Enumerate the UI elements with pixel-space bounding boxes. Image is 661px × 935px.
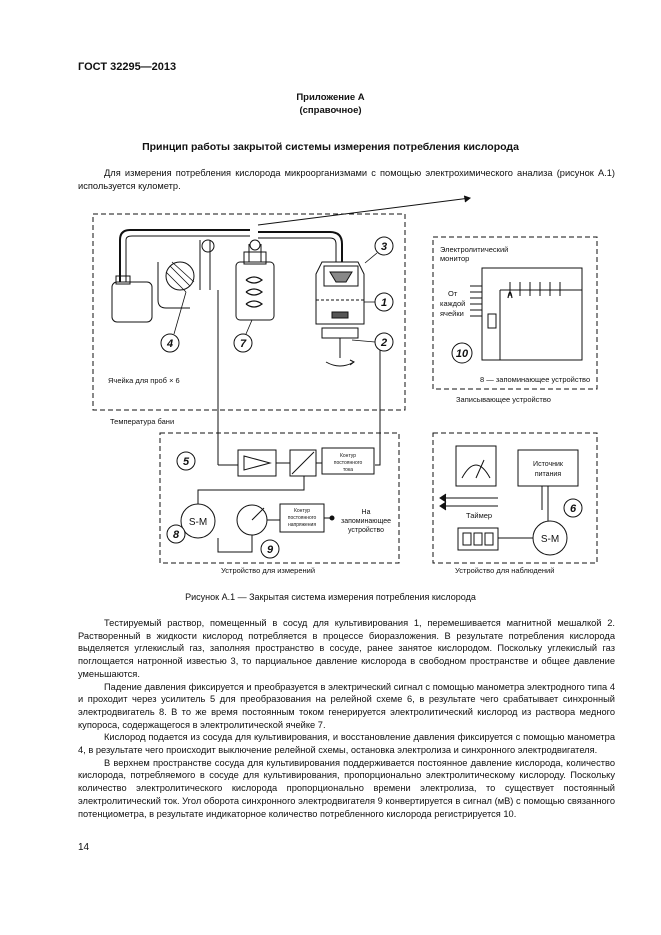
callout-8: 8 <box>172 529 180 541</box>
electrolytic-cell <box>236 262 274 320</box>
appendix-title: Приложение А <box>296 92 365 103</box>
intro-text: Для измерения потребления кислорода микроорганизмами с помощью электрохимического анализа (рисунок А.1) используется кулометр. <box>78 168 615 191</box>
timer-display <box>458 528 498 550</box>
callout-9: 9 <box>266 544 274 556</box>
appendix-subtitle: (справочное) <box>299 105 362 116</box>
callout-6: 6 <box>569 503 577 515</box>
source-line2: питания <box>534 471 562 478</box>
label-measure-caption: Устройство для измерений <box>221 566 316 575</box>
label-storage-inner: 8 — запоминающее устройство <box>480 375 591 384</box>
label-cell-samples: Ячейка для проб × 6 <box>108 376 180 385</box>
callout-5: 5 <box>182 456 190 468</box>
label-timer: Таймер <box>466 511 493 520</box>
dc-circuit-line3: тока <box>342 467 354 473</box>
body-text <box>78 617 615 820</box>
paragraph-4: В верхнем пространстве сосуда для культивирования поддерживается постоянное давление кислорода, количество кислорода, потребляемого в сосуде для культивирования, пропорционально электролитическому кислороду. Поскольку количество электролитического кислорода пропорционально времени электролиза, то существует постоянный электролитический ток. Угол оборота синхронного электродвигателя 9 конвертируется в сигнал (мВ) с помощью связанного потенциометра, в результате индикаторное количество потребленного кислорода регистрируется 10. <box>78 757 615 819</box>
to-storage-line1: На <box>361 509 371 516</box>
valve-junction <box>250 240 260 250</box>
callout-2: 2 <box>380 337 388 349</box>
dc-voltage-line3: напряжения <box>287 522 317 528</box>
dc-voltage-line1: Контур <box>293 508 311 514</box>
section-title: Принцип работы закрытой системы измерения потребления кислорода <box>142 141 519 153</box>
label-observe-caption: Устройство для наблюдений <box>455 566 555 575</box>
reservoir-bottle <box>112 282 152 322</box>
label-storage-caption: Записывающее устройство <box>456 395 551 404</box>
source-line1: Источник <box>533 461 563 468</box>
callout-4: 4 <box>166 338 174 350</box>
sm-label-measure: S-M <box>188 517 208 528</box>
magnetic-stirrer <box>322 328 358 338</box>
page-number: 14 <box>78 842 90 853</box>
figure-caption: Рисунок А.1 — Закрытая система измерения потребления кислорода <box>185 592 476 602</box>
recorder-chart <box>482 268 582 360</box>
measuring-enclosure <box>160 433 399 563</box>
label-from-each-2: каждой <box>440 299 466 308</box>
label-monitor-2: монитор <box>440 254 470 263</box>
document-header: ГОСТ 32295—2013 <box>78 61 177 73</box>
label-bath-temp: Температура бани <box>110 417 175 426</box>
callout-10: 10 <box>455 348 469 360</box>
paragraph-1: Тестируемый раствор, помещенный в сосуд для культивирования 1, перемешивается магнитной мешалкой 2. Растворенный в жидкости кислород потребляется в процессе биоразложения. В результате потребления кислорода выделяется углекислый газ, заполняя пространство в сосуде, ранее занятое кислородом. Поскольку углекислый газ поглощается натронной известью 3, то парциальное давление кислорода в свободном пространстве и общее давление уменьшаются. <box>78 618 615 679</box>
callout-3: 3 <box>380 241 388 253</box>
paragraph-3: Кислород подается из сосуда для культивирования, и восстановление давления фиксируется с помощью манометра 4, в результате чего происходит выключение релейной схемы, остановка электролиза и синхронного электродвигателя. <box>78 732 615 756</box>
dc-voltage-line2: постоянного <box>287 515 317 521</box>
callout-1: 1 <box>380 297 388 309</box>
label-from-each-1: От <box>448 289 458 298</box>
sm-label-observe: S-M <box>540 534 560 545</box>
label-monitor-1: Электролитический <box>440 245 509 254</box>
dc-circuit-line1: Контур <box>339 453 357 459</box>
callout-7: 7 <box>239 338 247 350</box>
dc-circuit-line2: постоянного <box>333 460 363 466</box>
label-from-each-3: ячейки <box>440 309 464 318</box>
paragraph-2: Падение давления фиксируется и преобразуется в электрический сигнал с помощью манометра электродного типа 4 и проходит через усилитель 5 для преобразования на релейной схеме 6, в результате чего срабатывает синхронный электродвигатель 8. В то же время постоянным током генерируется электролитический кислород из раствора медного купороса, содержащегося в электролитической ячейке 7. <box>78 681 615 730</box>
to-storage-line3: устройство <box>347 527 385 534</box>
power-source-block <box>518 450 578 486</box>
meter-gauge <box>456 446 496 486</box>
to-storage-line2: запоминающее <box>341 518 391 525</box>
connector-arrow-line <box>258 198 470 225</box>
